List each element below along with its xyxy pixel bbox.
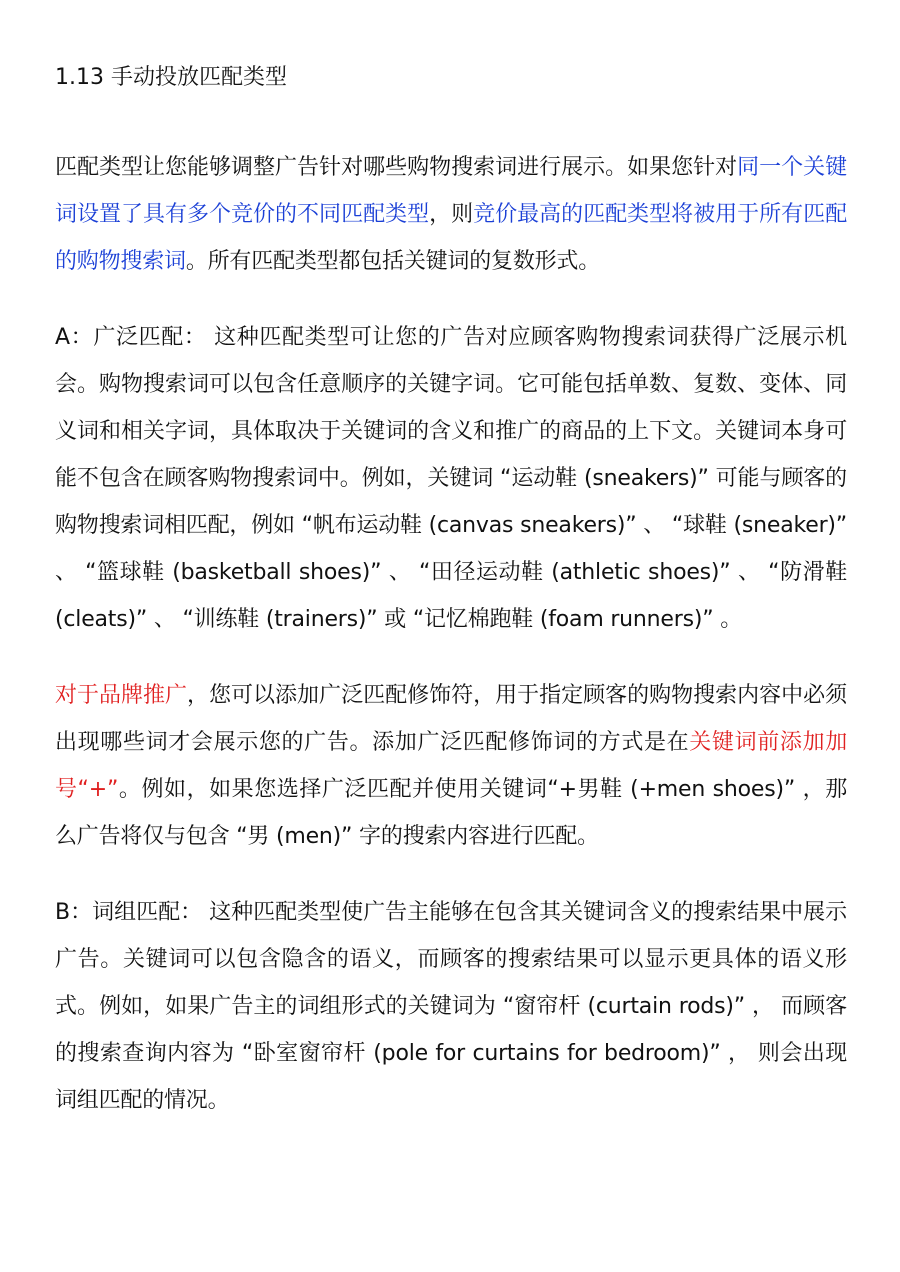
section-title: 1.13 手动投放匹配类型 [55,65,287,90]
intro-paragraph [55,144,847,285]
intro-highlight-1: 同一个关键词设置了具有多个竞价的不同匹配类型 [55,155,847,227]
document-page [55,60,847,1153]
brand-highlight-1: 对于品牌推广 [55,683,188,708]
brand-highlight-2: 关键词前添加加号“+” [55,730,847,802]
intro-text-2: ，则 [429,202,474,227]
brand-text-2: 。例如，如果您选择广泛匹配并使用关键词“+男鞋 (+men shoes)” ，那么广告将仅与包含 “男 (men)” 字的搜索内容进行匹配。 [55,777,847,849]
intro-text-3: 。所有匹配类型都包括关键词的复数形式。 [185,249,601,274]
intro-highlight-2: 竞价最高的匹配类型将被用于所有匹配的购物搜索词 [55,202,847,274]
phrase-match-paragraph: B：词组匹配： 这种匹配类型使广告主能够在包含其关键词含义的搜索结果中展示广告。关键词可以包含隐含的语义，而顾客的搜索结果可以显示更具体的语义形式。例如，如果广告主的词组形式的关键词为 “窗帘杆 (curtain rods)” ， 而顾客的搜索查询内容为 “卧室窗帘杆 (pole for curtains for bedroom)” ， 则会出现词组匹配的情况。 [55,900,847,1113]
broad-match-paragraph: A：广泛匹配： 这种匹配类型可让您的广告对应顾客购物搜索词获得广泛展示机会。购物搜索词可以包含任意顺序的关键字词。它可能包括单数、复数、变体、同义词和相关字词，具体取决于关键词的含义和推广的商品的上下文。关键词本身可能不包含在顾客购物搜索词中。例如，关键词 “运动鞋 (sneakers)” 可能与顾客的购物搜索词相匹配，例如 “帆布运动鞋 (canvas sneakers)” 、 “球鞋 (sneaker)” 、 “篮球鞋 (basketball shoes)” 、 “田径运动鞋 (athletic shoes)” 、 “防滑鞋 (cleats)” 、 “训练鞋 (trainers)” 或 “记忆棉跑鞋 (foam runners)” 。 [55,325,847,632]
intro-text-1: 匹配类型让您能够调整广告针对哪些购物搜索词进行展示。如果您针对 [55,155,738,180]
brand-text-1: ，您可以添加广泛匹配修饰符，用于指定顾客的购物搜索内容中必须出现哪些词才会展示您的广告。添加广泛匹配修饰词的方式是在 [55,683,847,755]
brand-paragraph [55,672,847,860]
